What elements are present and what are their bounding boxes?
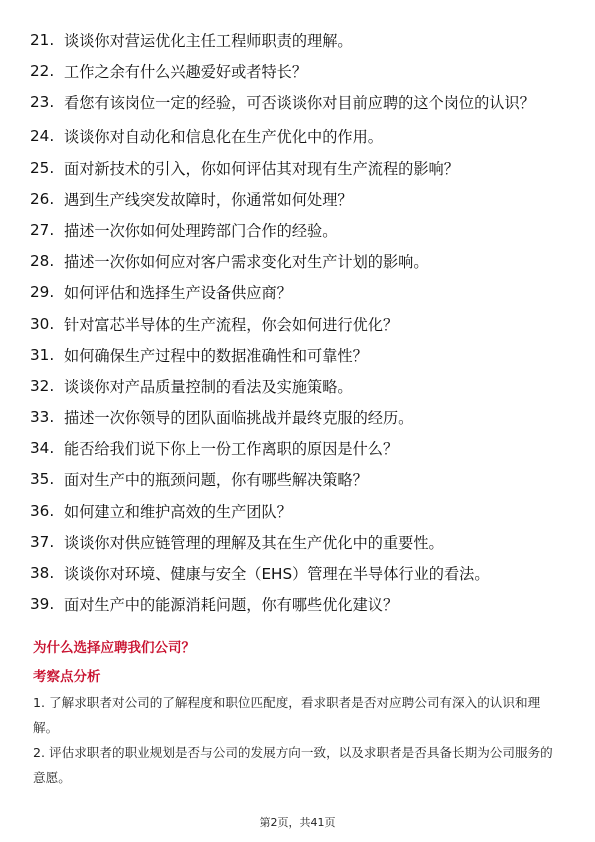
question-item xyxy=(30,123,570,151)
analysis-point: 1. 了解求职者对公司的了解程度和职位匹配度，看求职者是否对应聘公司有深入的认识和理解。 xyxy=(33,695,541,735)
question-item xyxy=(30,404,570,432)
question-item xyxy=(30,373,570,401)
question-number: 24. xyxy=(30,127,55,146)
question-text: 谈谈你对环境、健康与安全（EHS）管理在半导体行业的看法。 xyxy=(64,565,490,583)
question-text: 如何建立和维护高效的生产团队？ xyxy=(64,502,292,521)
question-number: 36. xyxy=(30,501,55,520)
question-item xyxy=(30,248,570,276)
question-text: 针对富芯半导体的生产流程，你会如何进行优化？ xyxy=(64,315,399,334)
question-text: 面对新技术的引入，你如何评估其对现有生产流程的影响？ xyxy=(64,159,459,178)
question-text: 描述一次你如何处理跨部门合作的经验。 xyxy=(64,221,338,240)
question-item xyxy=(30,27,570,55)
question-text: 遇到生产线突发故障时，你通常如何处理？ xyxy=(64,190,353,209)
section-title: 为什么选择应聘我们公司？ xyxy=(33,640,195,656)
question-number: 21. xyxy=(30,31,55,49)
question-text: 如何评估和选择生产设备供应商？ xyxy=(64,284,292,303)
question-number: 30. xyxy=(30,314,55,333)
question-item xyxy=(30,342,570,370)
question-item xyxy=(30,529,570,557)
question-text: 谈谈你对产品质量控制的看法及实施策略。 xyxy=(64,377,353,396)
question-number: 39. xyxy=(30,595,55,614)
question-list xyxy=(30,27,570,622)
question-number: 32. xyxy=(30,376,55,395)
question-text: 工作之余有什么兴趣爱好或者特长？ xyxy=(64,63,307,82)
question-number: 28. xyxy=(30,252,55,271)
question-text: 面对生产中的瓶颈问题，你有哪些解决策略？ xyxy=(64,471,368,490)
question-text: 谈谈你对自动化和信息化在生产优化中的作用。 xyxy=(64,128,383,147)
question-number: 38. xyxy=(30,564,55,582)
question-text: 看您有该岗位一定的经验，可否谈谈你对目前应聘的这个岗位的认识？ xyxy=(64,94,535,113)
question-number: 35. xyxy=(30,470,55,489)
question-item xyxy=(30,217,570,245)
question-text: 如何确保生产过程中的数据准确性和可靠性？ xyxy=(64,346,368,365)
question-item xyxy=(30,279,570,307)
question-number: 33. xyxy=(30,408,55,427)
question-number: 37. xyxy=(30,532,55,551)
question-number: 26. xyxy=(30,189,55,208)
page-footer: 第2页，共41页 xyxy=(259,816,336,829)
question-text: 面对生产中的能源消耗问题，你有哪些优化建议？ xyxy=(64,596,399,615)
question-number: 34. xyxy=(30,439,55,458)
question-item xyxy=(30,498,570,526)
question-item xyxy=(30,466,570,494)
question-number: 29. xyxy=(30,283,55,302)
question-item xyxy=(30,560,570,588)
question-text: 谈谈你对供应链管理的理解及其在生产优化中的重要性。 xyxy=(64,533,444,552)
question-item xyxy=(30,435,570,463)
question-text: 谈谈你对营运优化主任工程师职责的理解。 xyxy=(64,32,353,50)
question-item xyxy=(30,58,570,86)
question-number: 22. xyxy=(30,62,55,81)
question-number: 23. xyxy=(30,93,55,112)
question-text: 能否给我们说下你上一份工作离职的原因是什么？ xyxy=(64,440,399,459)
analysis-point: 2. 评估求职者的职业规划是否与公司的发展方向一致，以及求职者是否具备长期为公司服务的意愿。 xyxy=(33,745,553,785)
question-item xyxy=(30,591,570,619)
question-text: 描述一次你领导的团队面临挑战并最终克服的经历。 xyxy=(64,409,414,428)
question-text: 描述一次你如何应对客户需求变化对生产计划的影响。 xyxy=(64,253,429,272)
question-number: 27. xyxy=(30,220,55,239)
question-item xyxy=(30,186,570,214)
question-number: 31. xyxy=(30,345,55,364)
question-item xyxy=(30,155,570,183)
question-number: 25. xyxy=(30,158,55,177)
question-item xyxy=(30,89,570,117)
question-item xyxy=(30,311,570,339)
section-subtitle: 考察点分析 xyxy=(33,669,101,685)
